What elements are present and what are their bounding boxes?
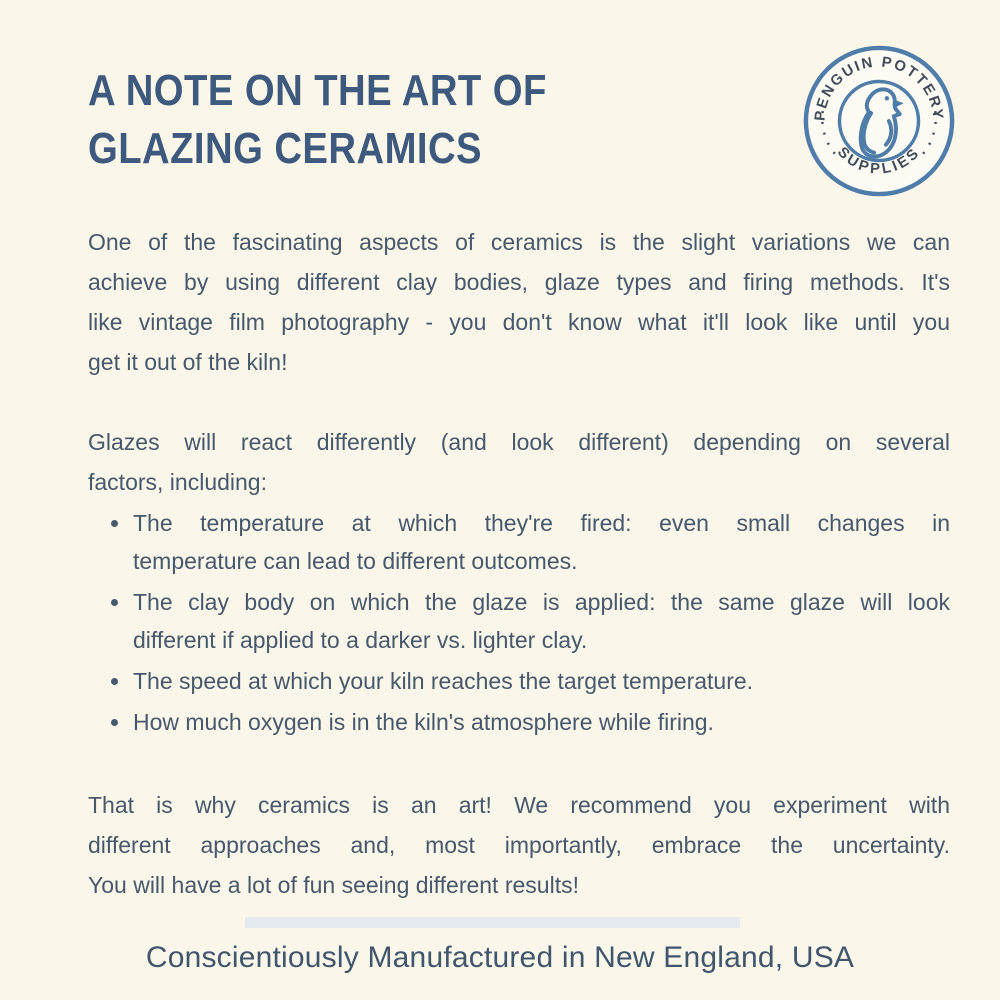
list-item: [88, 662, 950, 700]
bullet-dot: [111, 520, 118, 527]
paragraph-conclusion: [88, 785, 950, 905]
title-line-2: GLAZING CERAMICS: [88, 124, 483, 173]
logo-arc-bottom-text: SUPPLIES: [833, 144, 925, 178]
penguin-pottery-supplies-logo: [800, 42, 958, 200]
paragraph-line: That is why ceramics is an art! We recommend you experiment with: [88, 792, 950, 818]
bullet-dot: [111, 599, 118, 606]
page-title: [88, 62, 547, 178]
logo-arc-top-text: PENGUIN POTTERY: [812, 54, 946, 122]
list-item: [88, 583, 950, 659]
paragraph-line: You will have a lot of fun seeing different results!: [88, 872, 579, 898]
paragraph-line: different approaches and, most importantly, embrace the uncertainty.: [88, 832, 950, 858]
paragraph-line: get it out of the kiln!: [88, 349, 288, 375]
list-item: [88, 504, 950, 580]
list-item: [88, 703, 950, 741]
bullet-line: How much oxygen is in the kiln's atmosphere while firing.: [133, 709, 714, 735]
title-line-1: A NOTE ON THE ART OF: [88, 66, 547, 115]
bullet-dot: [111, 719, 118, 726]
paragraph-factors: [88, 422, 950, 502]
paragraph-line: factors, including:: [88, 469, 267, 495]
bullet-line: temperature can lead to different outcomes.: [133, 548, 578, 574]
factors-bullet-list: [88, 504, 950, 741]
bullet-dot: [111, 678, 118, 685]
bullet-line: different if applied to a darker vs. lighter clay.: [133, 627, 588, 653]
bullet-line: The clay body on which the glaze is applied: the same glaze will look: [133, 589, 950, 615]
paragraph-line: Glazes will react differently (and look different) depending on several: [88, 429, 950, 455]
paragraph-line: like vintage film photography - you don't know what it'll look like until you: [88, 309, 950, 335]
body-text-column: [88, 222, 950, 905]
penguin-eye: [885, 96, 889, 100]
paragraph-line: One of the fascinating aspects of ceramics is the slight variations we can: [88, 229, 950, 255]
footer-divider-bar: [245, 917, 740, 928]
footer-manufactured-text: Conscientiously Manufactured in New England, USA: [145, 941, 855, 974]
paragraph-intro: [88, 222, 950, 382]
bullet-line: The temperature at which they're fired: even small changes in: [133, 510, 950, 536]
bullet-line: The speed at which your kiln reaches the target temperature.: [133, 668, 754, 694]
paragraph-line: achieve by using different clay bodies, glaze types and firing methods. It's: [88, 269, 950, 295]
